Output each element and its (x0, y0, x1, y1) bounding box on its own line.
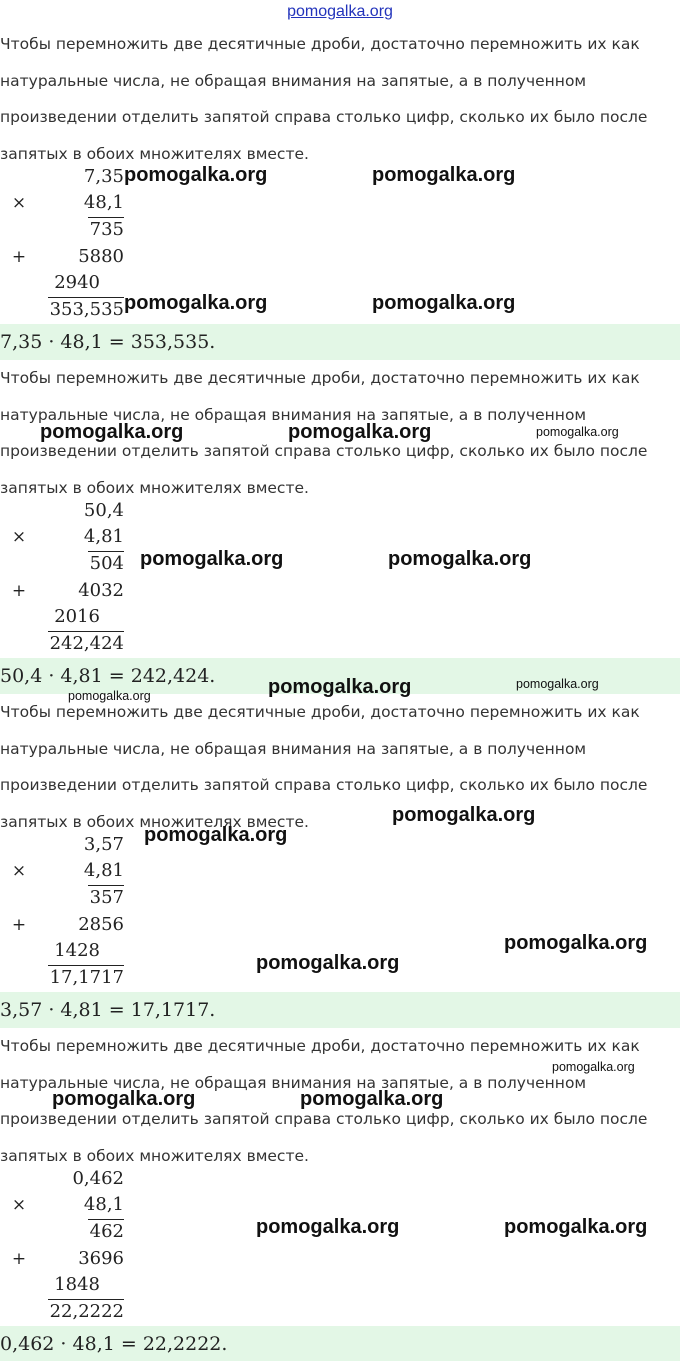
partial-product: 1428 (54, 940, 100, 961)
multiply-sign: × (11, 861, 27, 881)
rule-line: произведении отделить запятой справа столько цифр, сколько их было после (0, 108, 648, 126)
watermark: pomogalka.org (504, 932, 648, 954)
watermark: pomogalka.org (536, 425, 619, 439)
final-product: 22,2222 (49, 1301, 124, 1322)
column-multiplication (0, 832, 160, 992)
watermark: pomogalka.org (516, 677, 599, 691)
result-line: 0,462 · 48,1 = 22,2222. (0, 1326, 680, 1361)
partial-product: 2940 (54, 272, 100, 293)
partial-product: 735 (89, 219, 124, 240)
rule-line: запятых в обоих множителях вместе. (0, 1146, 309, 1165)
rule-line: Чтобы перемножить две десятичные дроби, достаточно перемножить их как (0, 1037, 640, 1055)
rule-line: произведении отделить запятой справа столько цифр, сколько их было после (0, 776, 648, 794)
multiply-sign: × (11, 193, 27, 213)
partial-product: 462 (89, 1221, 124, 1242)
watermark: pomogalka.org (52, 1088, 196, 1110)
final-product: 242,424 (49, 633, 124, 654)
multiplicand: 7,35 (83, 166, 124, 187)
multiplicand: 0,462 (72, 1168, 124, 1189)
partial-product: 2016 (54, 606, 100, 627)
rule-text (0, 26, 680, 172)
site-header-link[interactable]: pomogalka.org (287, 3, 393, 20)
watermark: pomogalka.org (68, 689, 151, 703)
example-section-4 (0, 1028, 680, 1361)
watermark: pomogalka.org (288, 421, 432, 443)
example-section-2 (0, 360, 680, 694)
rule-line: произведении отделить запятой справа столько цифр, сколько их было после (0, 1110, 648, 1128)
watermark: pomogalka.org (372, 164, 516, 186)
watermark: pomogalka.org (392, 804, 536, 826)
plus-sign: + (11, 581, 27, 601)
partial-product: 504 (89, 553, 124, 574)
multiplier: 4,81 (83, 860, 124, 881)
multiplier: 48,1 (83, 192, 124, 213)
partial-product: 3696 (78, 1248, 124, 1269)
final-product: 17,1717 (49, 967, 124, 988)
rule-line: запятых в обоих множителях вместе. (0, 812, 309, 831)
rule-line: Чтобы перемножить две десятичные дроби, достаточно перемножить их как (0, 703, 640, 721)
result-line: 3,57 · 4,81 = 17,1717. (0, 992, 680, 1028)
watermark: pomogalka.org (268, 676, 412, 698)
plus-sign: + (11, 247, 27, 267)
rule-line: натуральные числа, не обращая внимания на запятые, а в полученном (0, 1073, 587, 1092)
watermark: pomogalka.org (388, 548, 532, 570)
multiply-sign: × (11, 1195, 27, 1215)
multiplicand: 3,57 (83, 834, 124, 855)
multiplier: 48,1 (83, 1194, 124, 1215)
result-line: 7,35 · 48,1 = 353,535. (0, 324, 680, 360)
watermark: pomogalka.org (552, 1060, 635, 1074)
watermark: pomogalka.org (144, 824, 288, 846)
final-product: 353,535 (49, 299, 124, 320)
watermark: pomogalka.org (372, 292, 516, 314)
watermark: pomogalka.org (124, 164, 268, 186)
rule-line: произведении отделить запятой справа столько цифр, сколько их было после (0, 442, 648, 460)
partial-product: 1848 (54, 1274, 100, 1295)
rule-line: запятых в обоих множителях вместе. (0, 478, 309, 497)
result-line: 50,4 · 4,81 = 242,424. (0, 658, 680, 694)
watermark: pomogalka.org (256, 952, 400, 974)
example-section-3 (0, 694, 680, 1028)
plus-sign: + (11, 915, 27, 935)
watermark: pomogalka.org (300, 1088, 444, 1110)
rule-line: натуральные числа, не обращая внимания на запятые, а в полученном (0, 71, 587, 90)
partial-product: 4032 (78, 580, 124, 601)
multiplier: 4,81 (83, 526, 124, 547)
watermark: pomogalka.org (140, 548, 284, 570)
rule-line: Чтобы перемножить две десятичные дроби, достаточно перемножить их как (0, 35, 640, 53)
watermark: pomogalka.org (124, 292, 268, 314)
partial-product: 5880 (78, 246, 124, 267)
partial-product: 357 (89, 887, 124, 908)
watermark: pomogalka.org (256, 1216, 400, 1238)
column-multiplication (0, 1166, 160, 1326)
example-section-1 (0, 26, 680, 360)
column-multiplication (0, 498, 160, 658)
rule-text (0, 694, 680, 840)
multiply-sign: × (11, 527, 27, 547)
rule-line: запятых в обоих множителях вместе. (0, 144, 309, 163)
partial-product: 2856 (78, 914, 124, 935)
multiplicand: 50,4 (83, 500, 124, 521)
rule-line: натуральные числа, не обращая внимания на запятые, а в полученном (0, 739, 587, 758)
rule-line: Чтобы перемножить две десятичные дроби, достаточно перемножить их как (0, 369, 640, 387)
rule-line: натуральные числа, не обращая внимания на запятые, а в полученном (0, 405, 587, 424)
watermark: pomogalka.org (40, 421, 184, 443)
watermark: pomogalka.org (504, 1216, 648, 1238)
plus-sign: + (11, 1249, 27, 1269)
